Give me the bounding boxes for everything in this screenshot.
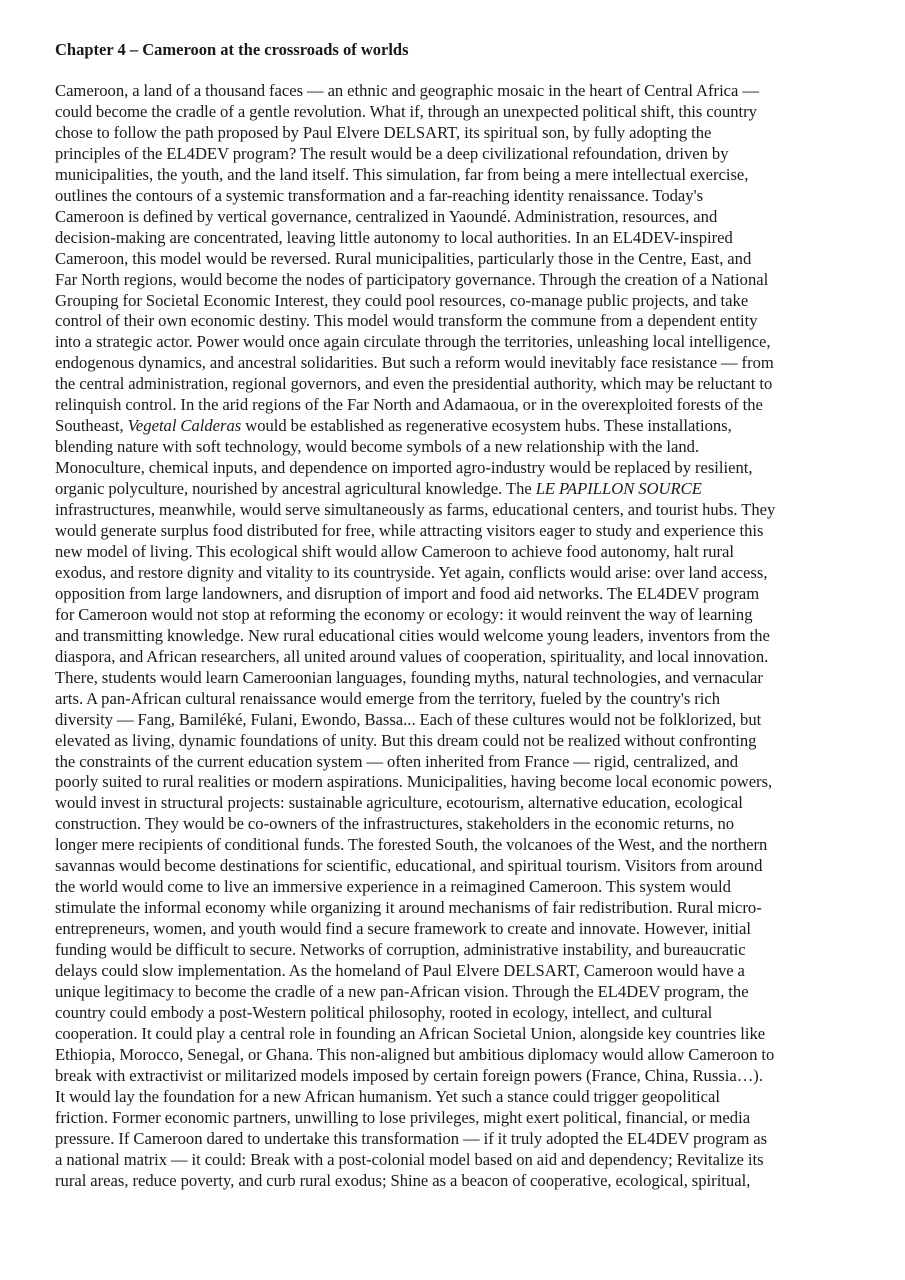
text-line — [55, 542, 851, 563]
text-line — [55, 500, 851, 521]
text-line — [55, 877, 851, 898]
text-run: unique legitimacy to become the cradle of a new pan-African vision. Through the EL4DEV program, the — [55, 981, 749, 1001]
text-line — [55, 710, 851, 731]
text-run: the world would come to live an immersive experience in a reimagined Cameroon. This system would — [55, 877, 731, 897]
text-line — [55, 1087, 851, 1108]
text-line — [55, 228, 851, 249]
text-line — [55, 772, 851, 793]
text-line — [55, 814, 851, 835]
text-run: rural areas, reduce poverty, and curb rural exodus; Shine as a beacon of cooperative, ecological, spiritual, — [55, 1170, 751, 1190]
text-line — [55, 479, 851, 500]
text-line — [55, 144, 851, 165]
text-run: the constraints of the current education system — often inherited from France — rigid, centralized, and — [55, 751, 739, 771]
text-run: entrepreneurs, women, and youth would find a secure framework to create and innovate. However, initial — [55, 919, 751, 939]
text-line — [55, 249, 851, 270]
text-line — [55, 793, 851, 814]
text-run: delays could slow implementation. As the homeland of Paul Elvere DELSART, Cameroon would have a — [55, 961, 745, 981]
text-line — [55, 584, 851, 605]
text-line — [55, 395, 851, 416]
text-line — [55, 835, 851, 856]
text-run: infrastructures, meanwhile, would serve simultaneously as farms, educational centers, and tourist hubs. They — [55, 500, 776, 520]
text-line — [55, 374, 851, 395]
text-line — [55, 647, 851, 668]
text-line — [55, 605, 851, 626]
text-run: new model of living. This ecological shift would allow Cameroon to achieve food autonomy, halt rural — [55, 541, 735, 561]
text-line — [55, 291, 851, 312]
text-run: endogenous dynamics, and ancestral solidarities. But such a reform would inevitably face resistance — from — [55, 353, 774, 373]
text-line — [55, 1045, 851, 1066]
text-line — [55, 752, 851, 773]
text-line — [55, 1003, 851, 1024]
text-run: country could embody a post-Western political philosophy, rooted in ecology, intellect, and cultural — [55, 1002, 713, 1022]
text-run: pressure. If Cameroon dared to undertake this transformation — if it truly adopted the EL4DEV program as — [55, 1128, 768, 1148]
text-line — [55, 898, 851, 919]
text-run: diaspora, and African researchers, all united around values of cooperation, spirituality, and local innovation. — [55, 646, 769, 666]
text-run: construction. They would be co-owners of the infrastructures, stakeholders in the economic returns, no — [55, 814, 735, 834]
text-line — [55, 270, 851, 291]
text-line — [55, 1150, 851, 1171]
text-run: diversity — Fang, Bamiléké, Fulani, Ewondo, Bassa... Each of these cultures would not be folklorized, but — [55, 709, 762, 729]
text-run: It would lay the foundation for a new African humanism. Yet such a stance could trigger geopolitical — [55, 1086, 720, 1106]
text-line — [55, 81, 851, 102]
text-line — [55, 689, 851, 710]
text-run: would be established as regenerative ecosystem hubs. These installations, — [241, 416, 732, 436]
text-run: Far North regions, would become the nodes of participatory governance. Through the creation of a National — [55, 269, 769, 289]
text-run: into a strategic actor. Power would once again circulate through the territories, unleashing local intelligence, — [55, 332, 771, 352]
text-line — [55, 856, 851, 877]
text-run: could become the cradle of a gentle revolution. What if, through an unexpected political shift, this country — [55, 101, 757, 121]
text-run: poorly suited to rural realities or modern aspirations. Municipalities, having become local economic powers, — [55, 772, 773, 792]
italic-term: LE PAPILLON SOURCE — [535, 479, 702, 499]
text-run: Cameroon is defined by vertical governance, centralized in Yaoundé. Administration, resources, and — [55, 206, 718, 226]
text-line — [55, 521, 851, 542]
text-run: decision-making are concentrated, leaving little autonomy to local authorities. In an EL4DEV-inspired — [55, 227, 733, 247]
text-run: Monoculture, chemical inputs, and dependence on imported agro-industry would be replaced by resilient, — [55, 458, 753, 478]
text-run: and transmitting knowledge. New rural educational cities would welcome young leaders, inventors from the — [55, 625, 770, 645]
text-run: arts. A pan-African cultural renaissance would emerge from the territory, fueled by the country's rich — [55, 688, 721, 708]
text-run: There, students would learn Cameroonian languages, founding myths, natural technologies, and vernacular — [55, 667, 763, 687]
text-line — [55, 919, 851, 940]
text-line — [55, 458, 851, 479]
chapter-body-paragraph — [55, 81, 851, 1192]
text-line — [55, 311, 851, 332]
text-line — [55, 668, 851, 689]
text-run: Southeast, — [55, 416, 128, 436]
text-line — [55, 353, 851, 374]
text-run: opposition from large landowners, and disruption of import and food aid networks. The EL4DEV program — [55, 583, 760, 603]
text-line — [55, 186, 851, 207]
text-run: the central administration, regional governors, and even the presidential authority, which may be reluctant to — [55, 374, 773, 394]
text-line — [55, 563, 851, 584]
text-run: would invest in structural projects: sustainable agriculture, ecotourism, alternative education, ecological — [55, 793, 743, 813]
text-line — [55, 982, 851, 1003]
text-run: friction. Former economic partners, unwilling to lose privileges, might exert political, financial, or media — [55, 1107, 751, 1127]
text-line — [55, 961, 851, 982]
text-run: Grouping for Societal Economic Interest, they could pool resources, co-manage public projects, and take — [55, 290, 749, 310]
text-run: would generate surplus food distributed for free, while attracting visitors eager to study and experience this — [55, 521, 764, 541]
text-line — [55, 332, 851, 353]
text-run: control of their own economic destiny. This model would transform the commune from a dependent entity — [55, 311, 758, 331]
text-run: elevated as living, dynamic foundations of unity. But this dream could not be realized without confronting — [55, 730, 757, 750]
text-run: stimulate the informal economy while organizing it around mechanisms of fair redistribution. Rural micro- — [55, 898, 762, 918]
text-line — [55, 940, 851, 961]
text-line — [55, 165, 851, 186]
italic-term: Vegetal Calderas — [127, 416, 242, 436]
chapter-title: Chapter 4 – Cameroon at the crossroads of worlds — [55, 40, 409, 59]
text-line — [55, 102, 851, 123]
text-run: principles of the EL4DEV program? The result would be a deep civilizational refoundation, driven by — [55, 143, 729, 163]
document-page — [55, 40, 851, 1192]
text-run: chose to follow the path proposed by Paul Elvere DELSART, its spiritual son, by fully adopting the — [55, 122, 712, 142]
text-line — [55, 1129, 851, 1150]
text-run: cooperation. It could play a central role in founding an African Societal Union, alongside key countries like — [55, 1023, 766, 1043]
text-run: outlines the contours of a systemic transformation and a far-reaching identity renaissance. Today's — [55, 185, 704, 205]
text-run: longer mere recipients of conditional funds. The forested South, the volcanoes of the West, and the northern — [55, 835, 768, 855]
text-line — [55, 626, 851, 647]
text-run: exodus, and restore dignity and vitality to its countryside. Yet again, conflicts would arise: over land access, — [55, 562, 768, 582]
text-run: organic polyculture, nourished by ancestral agricultural knowledge. The — [55, 479, 536, 499]
text-run: Cameroon, a land of a thousand faces — an ethnic and geographic mosaic in the heart of Central Africa — — [55, 81, 759, 100]
text-run: for Cameroon would not stop at reforming the economy or ecology: it would reinvent the way of learning — [55, 604, 753, 624]
text-run: a national matrix — it could: Break with a post-colonial model based on aid and dependency; Revitalize its — [55, 1149, 764, 1169]
text-run: Ethiopia, Morocco, Senegal, or Ghana. This non-aligned but ambitious diplomacy would allow Cameroon to — [55, 1044, 775, 1064]
text-line — [55, 1024, 851, 1045]
text-line — [55, 207, 851, 228]
text-line — [55, 1108, 851, 1129]
text-line — [55, 123, 851, 144]
text-run: savannas would become destinations for scientific, educational, and spiritual tourism. Visitors from around — [55, 856, 763, 876]
text-run: funding would be difficult to secure. Networks of corruption, administrative instability, and bureaucratic — [55, 940, 746, 960]
text-line — [55, 1171, 851, 1192]
text-line — [55, 1066, 851, 1087]
text-run: relinquish control. In the arid regions of the Far North and Adamaoua, or in the overexploited forests of the — [55, 395, 763, 415]
text-run: break with extractivist or militarized models imposed by certain foreign powers (France, China, Russia…). — [55, 1065, 763, 1085]
text-line — [55, 731, 851, 752]
text-run: blending nature with soft technology, would become symbols of a new relationship with the land. — [55, 437, 700, 457]
text-line — [55, 437, 851, 458]
text-line — [55, 416, 851, 437]
text-run: Cameroon, this model would be reversed. Rural municipalities, particularly those in the Centre, East, and — [55, 248, 752, 268]
text-run: municipalities, the youth, and the land itself. This simulation, far from being a mere intellectual exercise, — [55, 164, 749, 184]
